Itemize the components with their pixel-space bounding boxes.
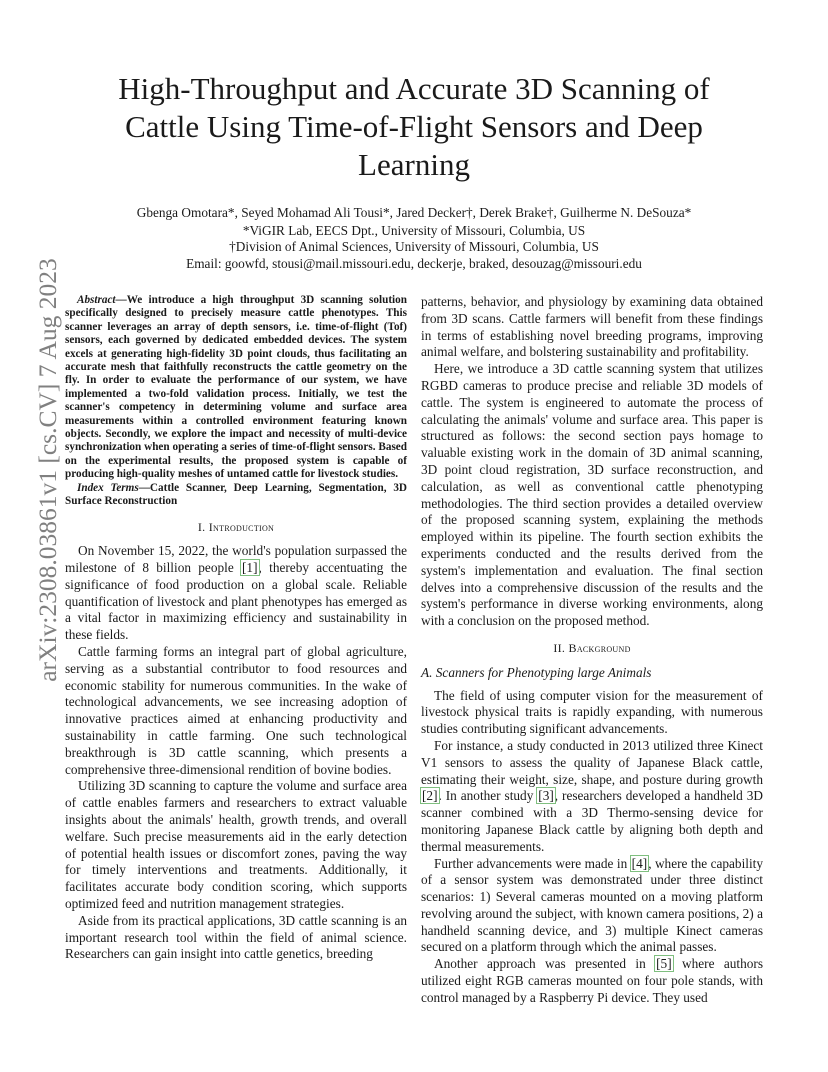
affiliation-vigir: *ViGIR Lab, EECS Dpt., University of Missouri, Columbia, US: [242, 223, 586, 238]
intro-paragraph-4: Aside from its practical applications, 3D cattle scanning is an important research tool within the field of animal science. Researchers can gain insight into cattle genetics, breeding: [65, 912, 407, 962]
background-paragraph-3: Further advancements were made in [4], where the capability of a sensor system was demonstrated under three distinct scenarios: 1) Several cameras mounted on a moving platform revolving around the subject, with known camera positions, 2) a handheld scanning device, and 3) multiple Kinect cameras secured on a platform through which the animal passes.: [421, 855, 764, 955]
arxiv-id-text: arXiv:2308.03861v1 [cs.CV] 7 Aug 2023: [33, 258, 62, 682]
affiliation-animal-sciences: †Division of Animal Sciences, University of Missouri, Columbia, US: [229, 239, 599, 254]
author-list: Gbenga Omotara*, Seyed Mohamad Ali Tousi*, Jared Decker†, Derek Brake†, Guilherme N. DeSouza*: [136, 205, 692, 220]
background-paragraph-2: For instance, a study conducted in 2013 utilized three Kinect V1 sensors to assess the quality of Japanese Black cattle, estimating their weight, size, shape, and posture during growth [2]. In another study [3], researchers developed a handheld 3D scanner combined with a 3D Thermo-sensing device for monitoring Japanese Black cattle by aligning both depth and thermal measurements.: [421, 737, 763, 854]
paper-title: High-Throughput and Accurate 3D Scanning of Cattle Using Time-of-Flight Sensors and Deep Learning: [118, 71, 710, 182]
abstract-label: Abstract: [77, 294, 116, 306]
abstract-text: —We introduce a high throughput 3D scanning solution specifically designed to precisely measure cattle phenotypes. This scanner leverages an array of depth sensors, i.e. time-of-flight (Tof) sensors, each governed by dedicated embedded devices. The system excels at generating high-fidelity 3D point clouds, thus facilitating an accurate mesh that faithfully reconstructs the cattle geometry on the fly. In order to evaluate the performance of our system, we have implemented a two-fold validation process. Initially, we test the scanner's competency in determining volume and surface area measurements within a controlled environment featuring known objects. Secondly, we explore the impact and necessity of multi-device synchronization when operating a series of time-of-flight sensors. Based on the experimental results, the proposed system is capable of producing high-quality meshes of untamed cattle for livestock studies.: [65, 294, 407, 481]
section-heading-introduction: I. Introduction: [197, 519, 275, 534]
background-paragraph-1: The field of using computer vision for the measurement of livestock physical traits is rapidly expanding, with numerous studies contributing significant advancements.: [421, 687, 763, 737]
citation-link-3[interactable]: [3]: [538, 788, 554, 804]
citation-link-1[interactable]: [1]: [242, 560, 258, 576]
citation-link-4[interactable]: [4]: [631, 855, 648, 871]
intro-paragraph-1: On November 15, 2022, the world's population surpassed the milestone of 8 billion people [1], thereby accentuating the significance of food production on a global scale. Reliable quantification of livestock and plant phenotypes has emerged as a vital factor in maximizing efficiency and sustainability in these fields.: [65, 543, 407, 643]
intro-paragraph-4-continued: patterns, behavior, and physiology by examining data obtained from 3D scans. Cattle farmers will benefit from these findings in terms of establishing novel breeding programs, improving animal welfare, and bolstering sustainability and profitability.: [421, 294, 763, 360]
section-heading-background: II. Background: [553, 640, 631, 655]
left-column: [65, 294, 407, 963]
intro-paragraph-5: Here, we introduce a 3D cattle scanning system that utilizes RGBD cameras to produce precise and reliable 3D models of cattle. The system is engineered to automate the process of calculating the animals' volume and surface area. This paper is structured as follows: the second section pays homage to valuable existing work in the domain of 3D animal scanning, 3D point cloud registration, 3D surface reconstruction, and calculation, as well as conventional cattle phenotyping methodologies. The third section provides a detailed overview of the proposed scanning system, explaining the methods employed within its pipeline. The fourth section exhibits the experiments conducted and the results derived from the system's implementation and evaluation. The final section delves into a comprehensive discussion of the results and the system's performance in diverse working environments, along with a conclusion on the proposed method.: [421, 361, 763, 629]
contact-emails: Email: goowfd, stousi@mail.missouri.edu, deckerje, braked, desouzag@missouri.edu: [186, 256, 642, 271]
index-terms-label: Index Terms: [77, 481, 139, 494]
intro-paragraph-3: Utilizing 3D scanning to capture the volume and surface area of cattle enables farmers and researchers to extract valuable insights about the animals' health, growth trends, and overall welfare. Such precise measurements aid in the early detection of potential health issues or discomfort zones, paving the way for timely interventions and treatments. Additionally, it facilitates accurate body condition scoring, which supports optimized feed and nutrition management strategies.: [65, 778, 407, 912]
background-paragraph-4: Another approach was presented in [5] where authors utilized eight RGB cameras mounted on four pole stands, with control managed by a Raspberry Pi device. They used: [421, 956, 764, 1005]
citation-link-5[interactable]: [5]: [656, 956, 672, 972]
abstract: [65, 294, 407, 509]
subsection-heading-scanners: A. Scanners for Phenotyping large Animals: [421, 664, 652, 680]
index-terms-text: —Cattle Scanner, Deep Learning, Segmentation, 3D Surface Reconstruction: [65, 481, 407, 508]
right-column: [421, 294, 763, 1007]
citation-link-2[interactable]: [2]: [422, 788, 438, 804]
intro-paragraph-2: Cattle farming forms an integral part of global agriculture, serving as a substantial contributor to food resources and economic stability for numerous communities. In the wake of technological advancements, we see increasing adoption of innovative practices aimed at enhancing productivity and sustainability in cattle farming. One such technological breakthrough is 3D cattle scanning, which presents a comprehensive three-dimensional rendition of bovine bodies.: [65, 644, 407, 777]
